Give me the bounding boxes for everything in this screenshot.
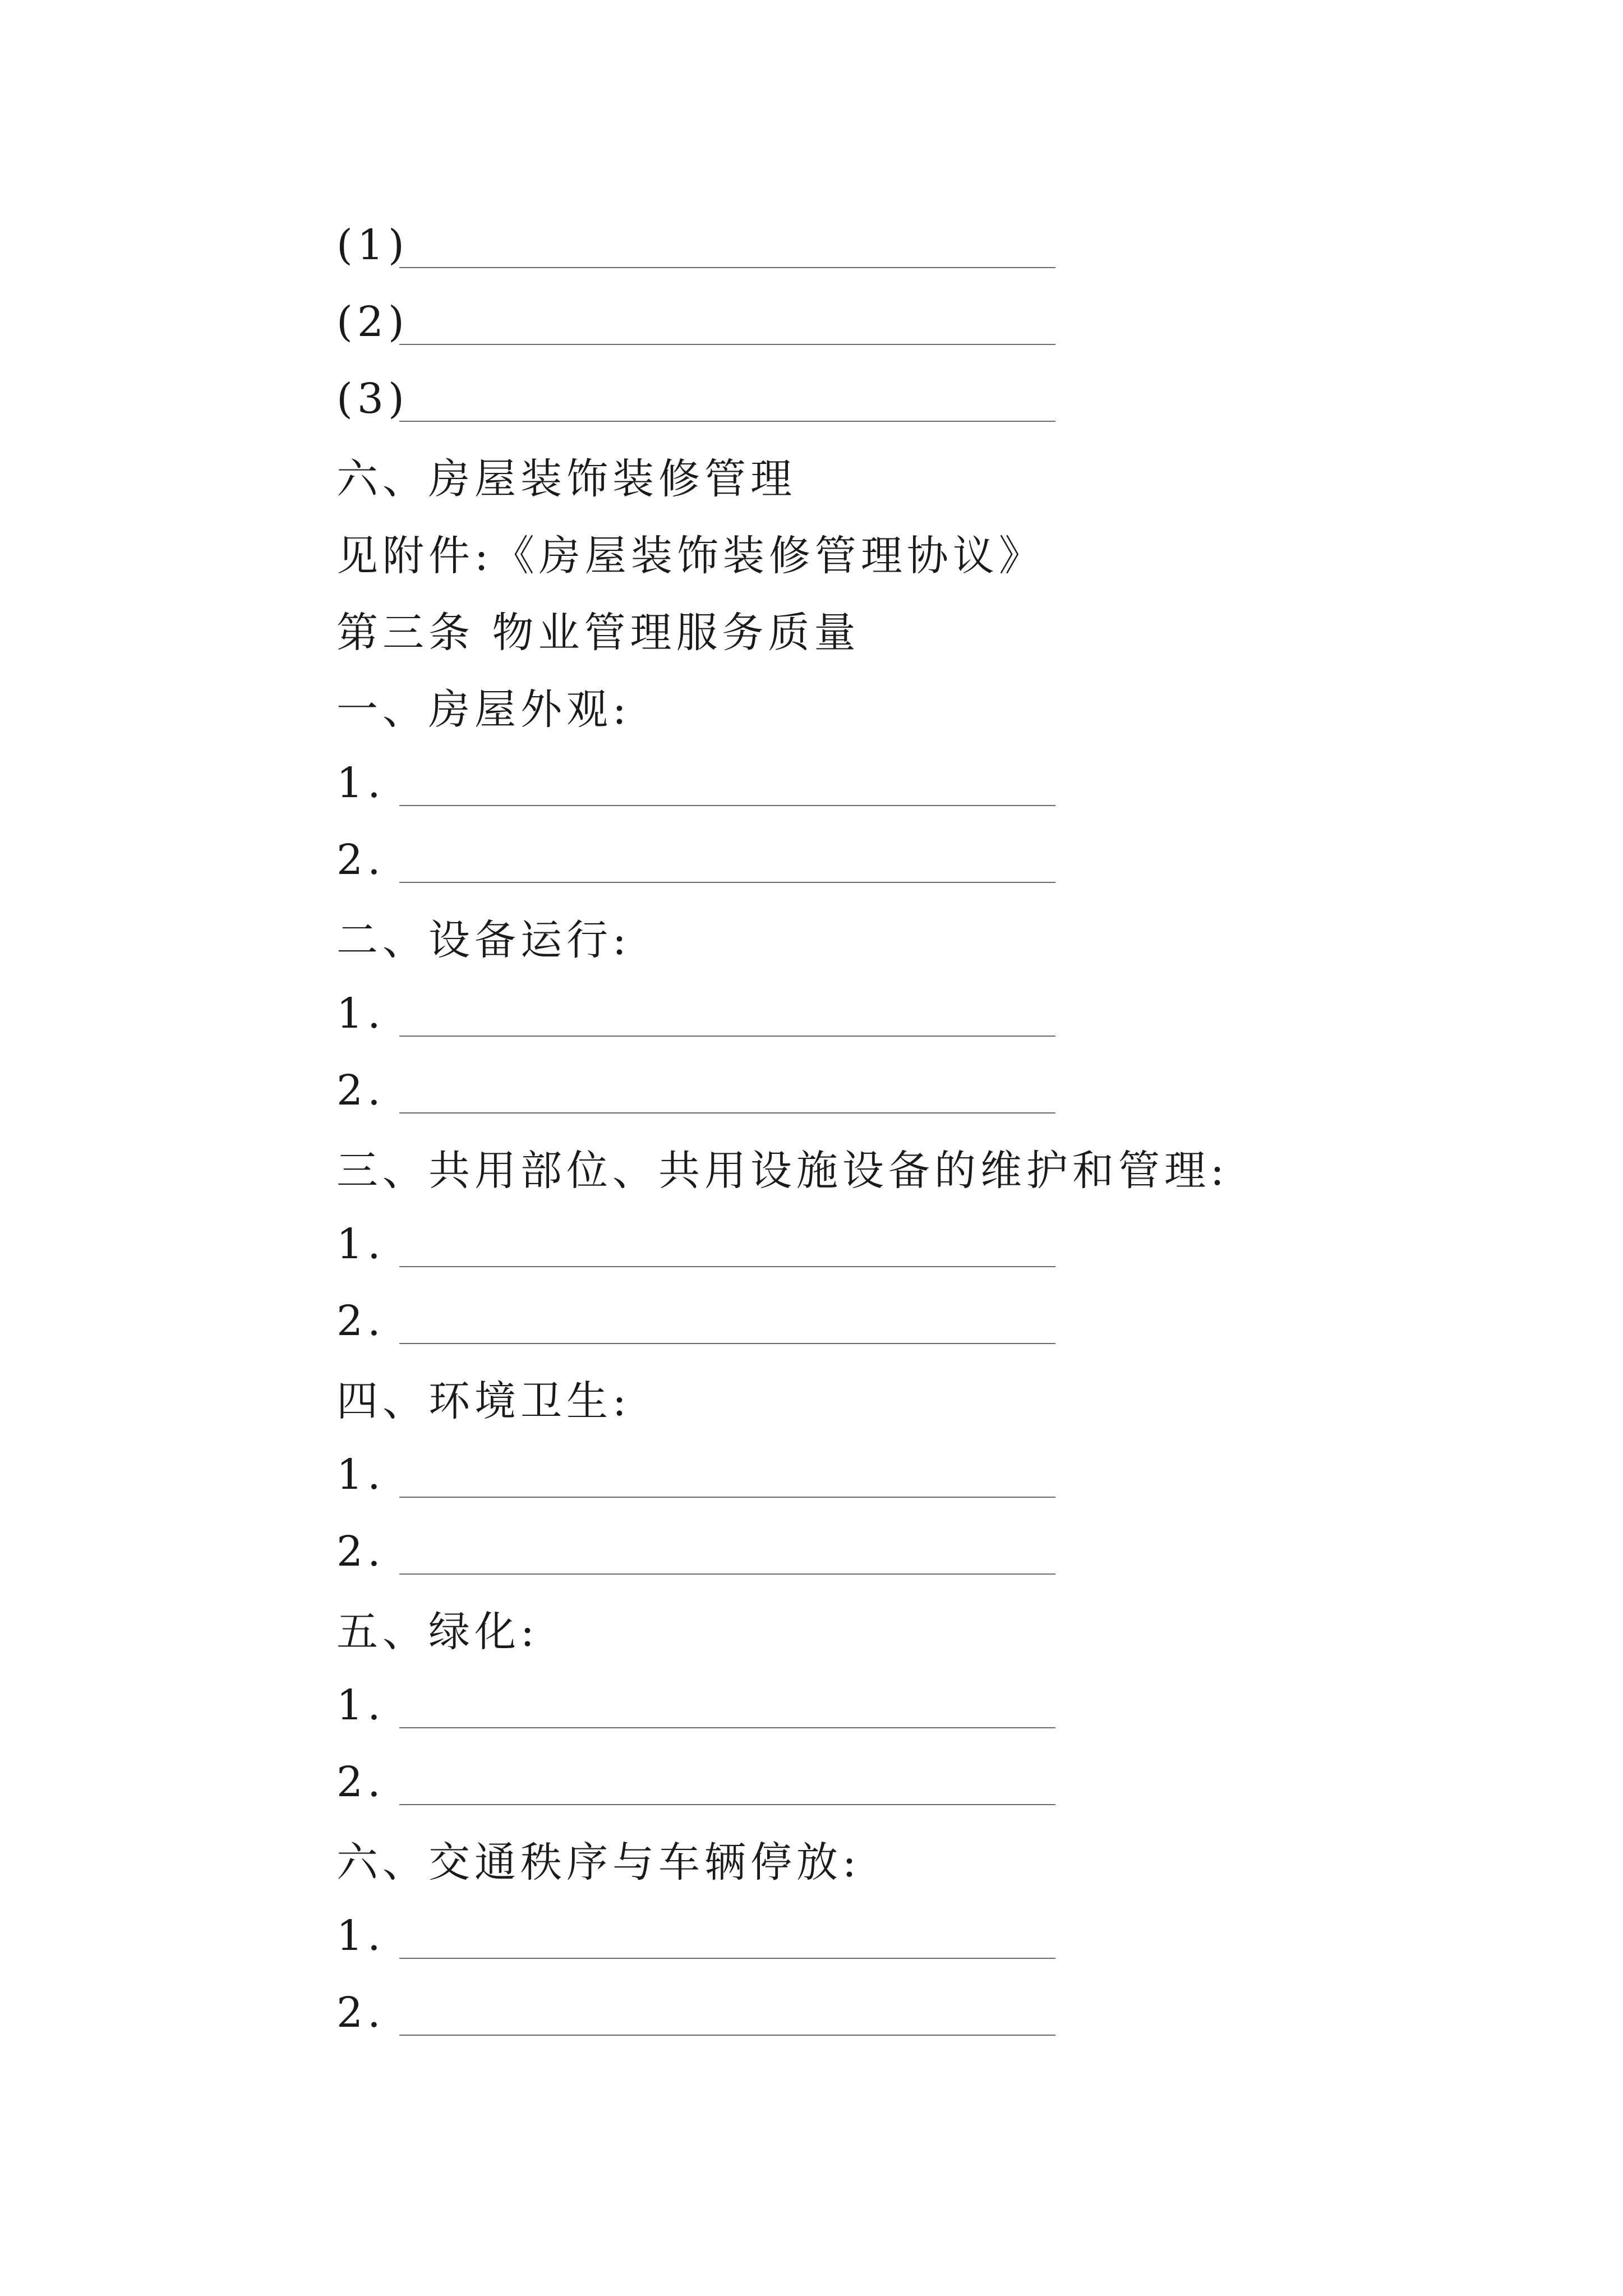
section-heading-text: 一、房屋外观: (336, 685, 631, 734)
section-heading-text: 三、共用部位、共用设施设备的维护和管理: (336, 1146, 1229, 1195)
article-heading-text: 第三条 物业管理服务质量 (336, 608, 860, 657)
fill-in-blank (399, 1304, 1055, 1344)
blank-line-item (336, 1436, 1402, 1513)
blank-line-item (336, 1205, 1402, 1282)
blank-line-item (336, 360, 1402, 437)
document-body (336, 206, 1402, 2051)
item-label: (2) (336, 297, 409, 346)
blank-line-item (336, 283, 1402, 360)
section-heading-text: 四、环境卫生: (336, 1377, 631, 1425)
section-heading-text: 六、交通秩序与车辆停放: (336, 1838, 861, 1887)
fill-in-blank (399, 766, 1055, 806)
section-heading (336, 1820, 1402, 1897)
fill-in-blank (399, 1918, 1055, 1959)
fill-in-blank (399, 228, 1055, 268)
item-label: 1. (336, 758, 385, 807)
section-heading-text: 二、设备运行: (336, 915, 631, 964)
section-heading-text: 五、绿化: (336, 1607, 539, 1656)
fill-in-blank (399, 1227, 1055, 1267)
blank-line-item (336, 1743, 1402, 1820)
item-label: 2. (336, 1066, 385, 1115)
attachment-reference-text: 见附件:《房屋装饰装修管理协议》 (336, 531, 1045, 580)
item-label: (3) (336, 374, 409, 423)
attachment-reference (336, 514, 1402, 591)
item-label: 1. (336, 1450, 385, 1499)
fill-in-blank (399, 996, 1055, 1037)
item-label: 2. (336, 1296, 385, 1345)
blank-line-item (336, 1052, 1402, 1129)
item-label: 1. (336, 1220, 385, 1268)
section-heading (336, 898, 1402, 975)
blank-line-item (336, 1282, 1402, 1359)
item-label: 2. (336, 835, 385, 884)
section-heading (336, 1359, 1402, 1436)
blank-line-item (336, 975, 1402, 1052)
blank-line-item (336, 744, 1402, 821)
item-label: 2. (336, 1988, 385, 2037)
article-heading (336, 591, 1402, 668)
section-heading (336, 437, 1402, 514)
blank-line-item (336, 1897, 1402, 1974)
fill-in-blank (399, 381, 1055, 422)
blank-line-item (336, 206, 1402, 283)
item-label: 1. (336, 989, 385, 1038)
fill-in-blank (399, 305, 1055, 345)
fill-in-blank (399, 1073, 1055, 1114)
blank-line-item (336, 1513, 1402, 1590)
blank-line-item (336, 1974, 1402, 2051)
section-heading (336, 1129, 1402, 1205)
section-heading (336, 1590, 1402, 1667)
blank-line-item (336, 1667, 1402, 1743)
item-label: 2. (336, 1757, 385, 1806)
section-heading (336, 668, 1402, 744)
fill-in-blank (399, 1995, 1055, 2036)
fill-in-blank (399, 1534, 1055, 1575)
item-label: 2. (336, 1527, 385, 1576)
fill-in-blank (399, 843, 1055, 883)
item-label: (1) (336, 220, 409, 269)
blank-line-item (336, 821, 1402, 898)
fill-in-blank (399, 1688, 1055, 1728)
item-label: 1. (336, 1911, 385, 1960)
item-label: 1. (336, 1681, 385, 1729)
fill-in-blank (399, 1457, 1055, 1498)
section-heading-text: 六、房屋装饰装修管理 (336, 454, 796, 503)
fill-in-blank (399, 1765, 1055, 1805)
